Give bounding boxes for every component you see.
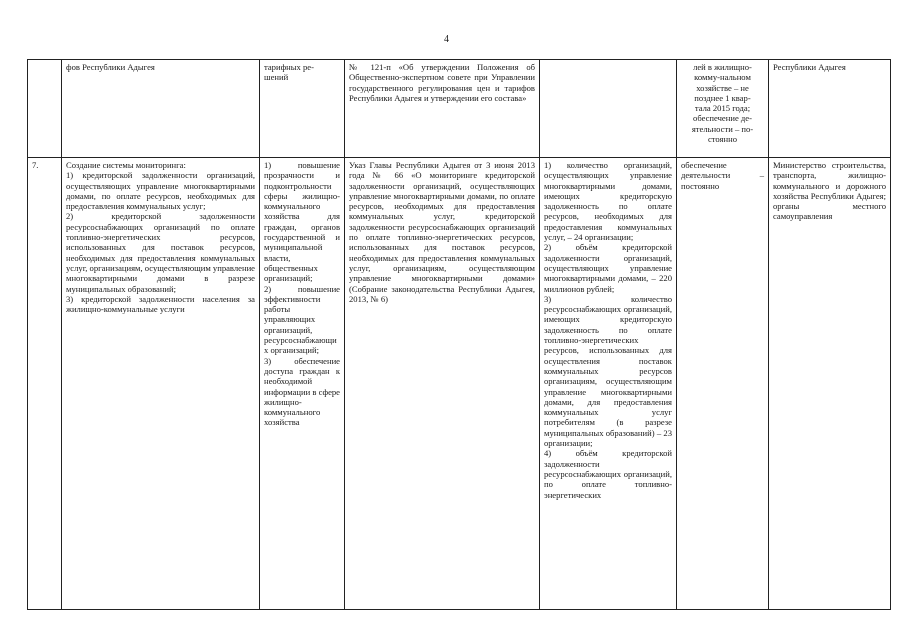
indicator-item: 3) количество ресурсоснабжающих организаций, имеющих кредиторскую задолженность по оплате топливно-энергетических ресурсов, использованных для осуществления поставок коммунальных ресурсов организациям, осуществляющим управление многоквартирными домами, для предоставления коммунальных услуг потребителям (в разрезе муниципальных образований) – 23 организации; [544,293,672,449]
legal-basis-text: Указ Главы Республики Адыгея от 3 июня 2013 года № 66 «О мониторинге кредиторской задолженности организаций, осуществляющих управление многоквартирными домами, по оплате ресурсов, необходимых для предоставления коммунальных услуг, кредиторской задолженности ресурсоснабжающих организаций по оплате топливно-энергетических ресурсов, использованных для поставок ресурсов, необходимых для предоставления коммунальных услуг, организациям, осуществляющим управление многоквартирными домами» (Собрание законодательства Республики Адыгея, 2013, № 6) [349,160,535,304]
cell-indicator [540,158,677,610]
deadline-line: позднее 1 квар- [694,92,751,103]
indicator-item: 1) количество организаций, осуществляющих управление многоквартирными домами, имеющих кредиторскую задолженность по оплате ресурсов, необходимых для предоставления коммунальных услуг, – 24 организации; [544,160,672,243]
measure-item: 2) кредиторской задолженности ресурсоснабжающих организаций по оплате топливно-энергетических ресурсов, использованных для поставок ресурсов, необходимых для предоставления коммунальных услуг, организациям, осуществляющим управление многоквартирными домами в разрезе муниципальных образований; [66,211,255,294]
deadline-line: комму-нальном [694,72,751,83]
table-row [28,158,891,610]
cell-number [28,60,62,158]
goal-item: 2) повышение эффективности работы управляющих организаций, ресурсоснабжающих организаций; [264,283,340,356]
indicator-item: 2) объём кредиторской задолженности организаций, осуществляющих управление многоквартирными домами, – 220 миллионов рублей; [544,242,672,294]
responsible-text: Республики Адыгея [773,62,846,72]
cell-indicator [540,60,677,158]
goal-text: шений [264,72,289,83]
deadline-line: лей в жилищно- [693,62,752,72]
responsible-text: Министерство строительства, транспорта, жилищно-коммунального и дорожного хозяйства Республики Адыгея; органы местного самоуправления [773,160,886,222]
deadline-line: обеспечение де- [693,113,752,124]
measure-item: 3) кредиторской задолженности населения за жилищно-коммунальные услуги [66,293,255,315]
cell-deadline [677,158,769,610]
goal-text: тарифных ре- [264,62,314,72]
indicator-item: 4) объём кредиторской задолженности ресурсоснабжающих организаций, по оплате топливно-энергетических [544,448,672,500]
measure-item: 1) кредиторской задолженности организаций, осуществляющих управление многоквартирными домами, по оплате ресурсов, необходимых для предоставления коммунальных услуг; [66,170,255,212]
cell-responsible [769,60,891,158]
table-row [28,60,891,158]
legal-basis-text: № 121-п «Об утверждении Положения об Общественно-экспертном совете при Управлении государственного регулирования цен и тарифов Республики Адыгея и утверждении его состава» [349,62,535,103]
deadline-text: обеспечение деятельности – постоянно [681,160,764,191]
deadline-line: хозяйстве – не [696,82,749,93]
cell-number: 7. [28,158,62,610]
cell-measure [62,60,260,158]
cell-legal-basis [345,60,540,158]
cell-deadline [677,60,769,158]
cell-goal [260,60,345,158]
measure-heading: Создание системы мониторинга: [66,160,186,170]
cell-legal-basis [345,158,540,610]
goal-item: 1) повышение прозрачности и подконтрольности сферы жилищно-коммунального хозяйства для граждан, органов государственной и муниципальной власти, общественных организаций; [264,160,340,284]
cell-responsible [769,158,891,610]
deadline-line: ятельности – по- [691,123,754,134]
measures-table [27,59,891,610]
goal-item: 3) обеспечение доступа граждан к необходимой информации в сфере жилищно-коммунального хозяйства [264,355,340,428]
cell-goal [260,158,345,610]
cell-measure [62,158,260,610]
page-number: 4 [444,34,449,45]
deadline-line: стоянно [707,134,738,145]
measure-text: фов Республики Адыгея [66,62,155,72]
deadline-line: тала 2015 года; [694,103,751,114]
